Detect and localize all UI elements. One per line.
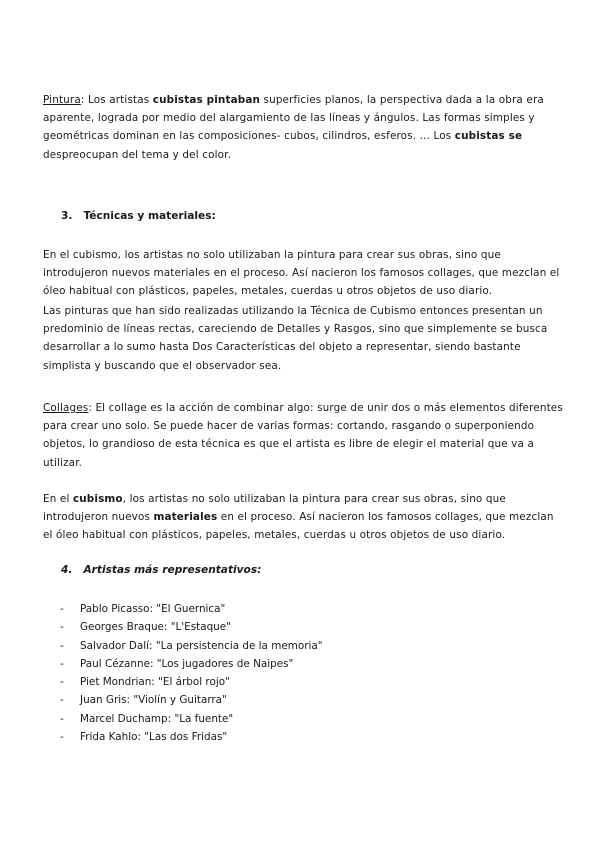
section-4-heading <box>61 564 261 576</box>
section-4-title: Artistas más representativos: <box>83 564 262 576</box>
list-item <box>60 655 323 673</box>
collages-label: Collages <box>43 402 89 414</box>
cubismo-text-2: , los artistas no solo utilizaban la pintura para crear sus obras, sino que introdujeron nuevos <box>43 493 506 524</box>
artist-entry: Paul Cézanne: "Los jugadores de Naipes" <box>80 657 294 670</box>
pintura-bold-1: cubistas pintaban <box>152 94 261 106</box>
list-item <box>60 673 323 691</box>
pintura-text-1: : Los artistas <box>80 94 153 106</box>
collages-paragraph <box>43 399 563 472</box>
artist-entry: Juan Gris: "Violín y Guitarra" <box>80 694 227 707</box>
bullet-dash: - <box>60 621 64 634</box>
bullet-dash: - <box>60 712 64 725</box>
cubismo-paragraph-2 <box>43 490 563 545</box>
bullet-dash: - <box>60 731 64 744</box>
section-3-title: Técnicas y materiales: <box>83 210 216 222</box>
collages-text: : El collage es la acción de combinar algo: surge de unir dos o más elementos diferentes para crear uno solo. Se puede hacer de varias formas: cortando, rasgando o superponiendo objetos, lo grandioso de esta técnica es que el artista es libre de elegir el material que va a utilizar. <box>43 402 563 469</box>
pintura-bold-2: cubistas se <box>454 130 523 143</box>
artist-entry: Georges Braque: "L'Estaque" <box>80 621 231 634</box>
section-3-number: 3. <box>61 210 73 222</box>
cubismo-text-1: En el <box>43 493 73 505</box>
bullet-dash: - <box>60 676 64 689</box>
cubismo-bold-1: cubismo <box>72 493 123 505</box>
pintura-text-3: despreocupan del tema y del color. <box>43 148 232 161</box>
pintura-text-2: superficies planos, la perspectiva dada a la obra era aparente, lograda por medio del alargamiento de las líneas y ángulos. Las formas simples y geométricas dominan en las composiciones- cubos, cilindros, esferos. ... Los <box>43 94 544 143</box>
section-4-number: 4. <box>61 564 73 576</box>
cubismo-paragraph-1: En el cubismo, los artistas no solo utilizaban la pintura para crear sus obras, sino que introdujeron nuevos materiales en el proceso. Así nacieron los famosos collages, que mezclan el óleo habitual con plásticos, papeles, metales, cuerdas u otros objetos de uso diario. <box>43 249 560 298</box>
section-3-heading <box>61 210 216 222</box>
cubismo-text-3: en el proceso. Así nacieron los famosos collages, que mezclan el óleo habitual con plásticos, papeles, metales, cuerdas u otros objetos de uso diario. <box>43 511 554 542</box>
list-item <box>60 637 323 655</box>
list-item <box>60 600 323 618</box>
cubismo-bold-2: materiales <box>153 511 218 524</box>
pintura-label: Pintura <box>43 94 81 106</box>
list-item <box>60 710 323 728</box>
bullet-dash: - <box>60 657 64 670</box>
artist-entry: Frida Kahlo: "Las dos Fridas" <box>80 731 228 744</box>
artist-entry: Marcel Duchamp: "La fuente" <box>80 712 234 725</box>
tecnica-paragraph: Las pinturas que han sido realizadas utilizando la Técnica de Cubismo entonces presentan un predominio de líneas rectas, careciendo de Detalles y Rasgos, sino que simplemente se busca desarrollar a lo sumo hasta Dos Características del objeto a representar, siendo bastante simplista y buscando que el observador sea. <box>43 305 548 372</box>
bullet-dash: - <box>60 639 64 652</box>
bullet-dash: - <box>60 694 64 707</box>
list-item <box>60 691 323 709</box>
list-item <box>60 618 323 636</box>
artist-entry: Pablo Picasso: "El Guernica" <box>80 603 226 615</box>
artists-list <box>60 600 323 746</box>
pintura-paragraph <box>43 91 563 164</box>
list-item <box>60 728 323 746</box>
bullet-dash: - <box>60 603 64 615</box>
artist-entry: Salvador Dalí: "La persistencia de la memoria" <box>80 639 323 652</box>
artist-entry: Piet Mondrian: "El árbol rojo" <box>80 676 230 689</box>
